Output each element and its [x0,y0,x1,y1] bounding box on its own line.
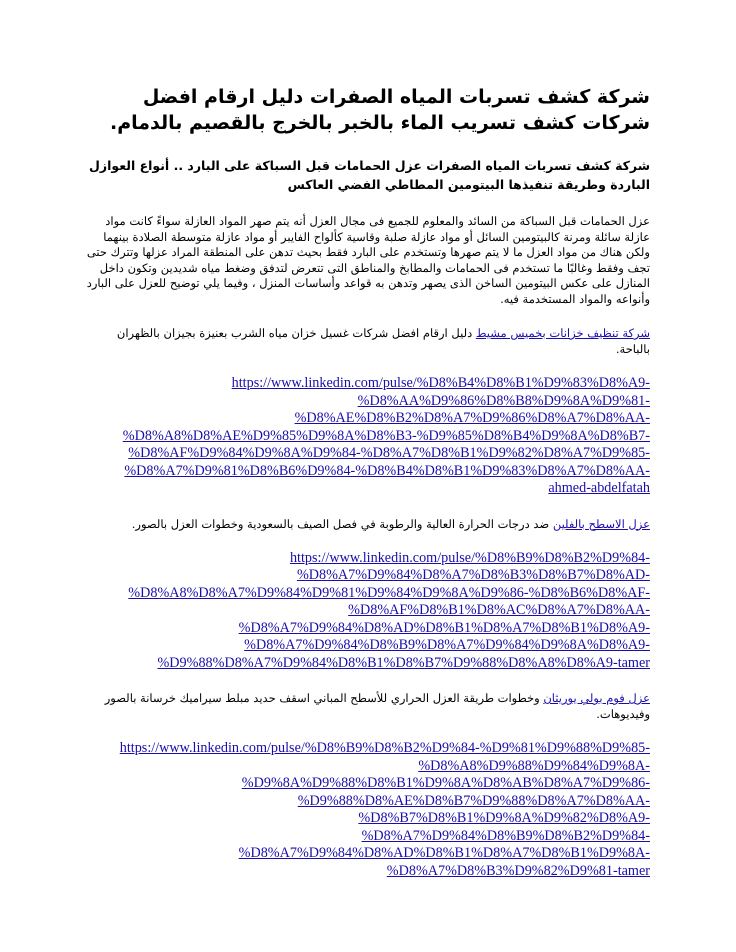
inline-link-polyurethane-foam[interactable]: عزل فوم بولي يوريثان [543,691,650,705]
url-line: %D8%A7%D9%84%D8%B9%D8%B2%D9%84- [361,827,650,844]
url-line: %D8%A7%D8%B3%D9%82%D9%81-tamer [386,862,650,879]
url-line: https://www.linkedin.com/pulse/%D8%B4%D8%B1%D9%83%D8%A9- [231,375,650,391]
url-line: %D8%A7%D9%81%D8%B6%D9%84-%D8%B4%D8%B1%D9%83%D8%A7%D8%AA- [124,462,650,479]
url-link-2[interactable] [84,550,650,673]
url-line: %D8%A7%D9%84%D8%AD%D8%B1%D8%A7%D8%B1%D8%A9- [238,619,650,636]
body-paragraph: عزل الحمامات قبل السباكة من السائد والمعلوم للجميع فى مجال العزل أنه يتم صهر المواد العازلة سواءً كانت مواد عازلة سائلة ومرنة كالبيتومين السائل أو مواد عازلة صلبة وقاسية كألواح الفايبر أو مواد عازلة متوسطة الصلادة بينهما ولكن هناك من مواد العزل ما لا يتم صهرها وتستخدم على البارد فقط بحيث تدهن على المنطقة المراد عزلها وتترك حتى تجف وفقط وغالبًا ما تستخدم فى الحمامات والمطابخ والمناطق التى تتعرض لتدفق وضغط مياه شديدين وتكون داخل المنازل على عكس البيتومين الساخن الذى يصهر وتدهن به قواعد وأساسات المنزل ، وفيما يلي توضيح للعزل على البارد وأنواعه والمواد المستخدمة فيه. [86,214,650,306]
url-line: %D8%A8%D8%A7%D9%84%D9%81%D9%84%D9%8A%D9%86-%D8%B6%D8%AF- [128,584,650,601]
url-link-3[interactable] [84,740,650,880]
link-paragraph-3-text: وخطوات طريقة العزل الحراري للأسطح المباني اسقف حديد مبلط سيراميك خرسانة بالصور وفيديوهات. [104,691,650,721]
url-line: https://www.linkedin.com/pulse/%D8%B9%D8%B2%D9%84- [289,549,650,566]
url-line: ahmed-abdelfatah [548,480,650,496]
link-paragraph-1-text: دليل ارقام افضل شركات غسيل خزان مياه الشرب بعنيزة بجيزان بالظهران بالباحة. [116,326,650,356]
url-line: %D8%AF%D9%84%D9%8A%D9%84-%D8%A7%D8%B1%D9%82%D8%A7%D9%85- [128,445,650,461]
url-line: %D8%A7%D9%84%D8%AD%D8%B1%D8%A7%D8%B1%D9%8A- [238,845,650,861]
url-line: %D8%A7%D9%84%D8%B9%D8%A7%D9%84%D9%8A%D8%A9- [244,637,650,653]
page-subtitle: شركة كشف تسربات المياه الصفرات عزل الحمامات قبل السباكة على البارد .. أنواع العوازل الباردة وطريقة تنفيذها البيتومين المطاطي الفضي العاكس [89,158,650,192]
inline-link-roof-insulation[interactable]: عزل الاسطح بالفلين [552,516,650,531]
url-line: %D8%A7%D9%84%D8%A7%D8%B3%D8%B7%D8%AD- [296,567,650,583]
url-line: %D9%88%D8%A7%D9%84%D8%B1%D8%B7%D9%88%D8%A8%D8%A9-tamer [157,654,650,671]
url-line: %D8%AF%D8%B1%D8%AC%D8%A7%D8%AA- [348,602,650,618]
url-line: %D8%B7%D8%B1%D9%8A%D9%82%D8%A9- [358,810,650,826]
document-page [84,84,650,898]
url-line: %D8%AA%D9%86%D8%B8%D9%8A%D9%81- [357,392,650,409]
url-link-1[interactable] [84,375,650,498]
page-title: شركة كشف تسربات المياه الصفرات دليل ارقام افضل شركات كشف تسريب الماء بالخبر بالخرج بالقصيم بالدمام. [109,86,650,134]
url-line: %D8%A8%D8%AE%D9%85%D9%8A%D8%B3-%D9%85%D8%B4%D9%8A%D8%B7- [122,427,650,444]
url-line: %D8%AE%D8%B2%D8%A7%D9%86%D8%A7%D8%AA- [294,410,650,426]
link-paragraph-1 [84,325,650,357]
url-line: %D9%8A%D9%88%D8%B1%D9%8A%D8%AB%D8%A7%D9%86- [241,775,650,791]
url-line: %D8%A8%D9%88%D9%84%D9%8A- [418,757,650,774]
link-paragraph-2 [84,516,650,532]
url-line: %D9%88%D8%AE%D8%B7%D9%88%D8%A7%D8%AA- [297,792,650,809]
link-paragraph-3 [84,690,650,722]
inline-link-tank-cleaning[interactable]: شركة تنظيف خزانات بخميس مشيط [475,326,650,340]
link-paragraph-2-text: ضد درجات الحرارة العالية والرطوبة في فصل الصيف بالسعودية وخطوات العزل بالصور. [131,516,553,531]
url-line: https://www.linkedin.com/pulse/%D8%B9%D8%B2%D9%84-%D9%81%D9%88%D9%85- [119,740,650,756]
